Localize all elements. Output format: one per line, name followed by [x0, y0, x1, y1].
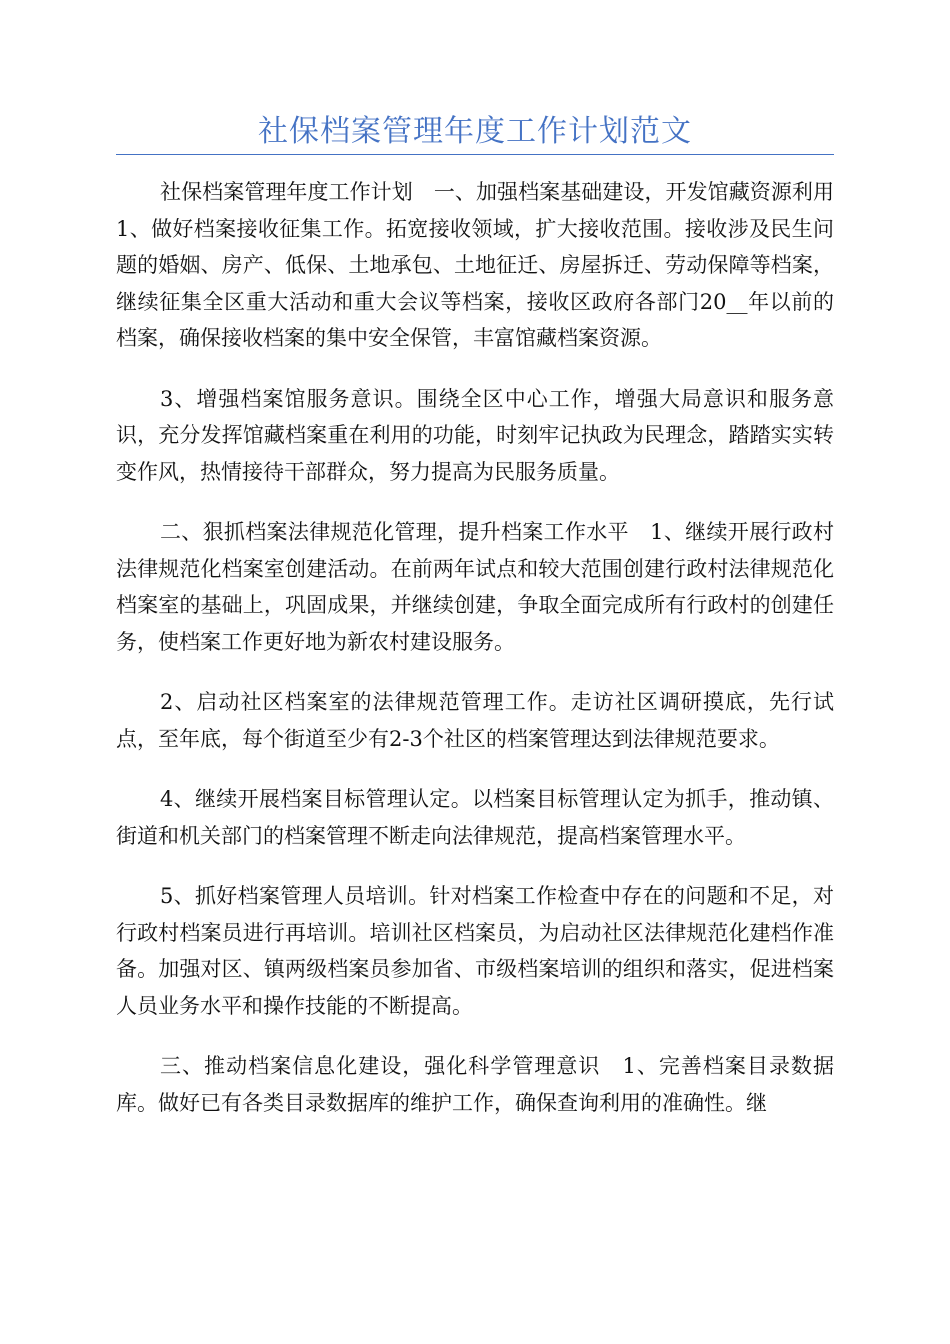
paragraph-4: 2、启动社区档案室的法律规范管理工作。走访社区调研摸底，先行试点，至年底，每个街道至少有2-3个社区的档案管理达到法律规范要求。: [116, 690, 834, 751]
paragraph-2: 3、增强档案馆服务意识。围绕全区中心工作，增强大局意识和服务意识，充分发挥馆藏档案重在利用的功能，时刻牢记执政为民理念，踏踏实实转变作风，热情接待干部群众，努力提高为民服务质量。: [116, 386, 834, 484]
paragraph-3: 二、狠抓档案法律规范化管理，提升档案工作水平 1、继续开展行政村法律规范化档案室创建活动。在前两年试点和较大范围创建行政村法律规范化档案室的基础上，巩固成果，并继续创建，争取全面完成所有行政村的创建任务，使档案工作更好地为新农村建设服务。: [116, 520, 834, 654]
paragraph-7: 三、推动档案信息化建设，强化科学管理意识 1、完善档案目录数据库。做好已有各类目录数据库的维护工作，确保查询利用的准确性。继: [116, 1054, 834, 1115]
title-underline: [116, 154, 834, 155]
paragraph-5: 4、继续开展档案目标管理认定。以档案目标管理认定为抓手，推动镇、街道和机关部门的档案管理不断走向法律规范，提高档案管理水平。: [116, 787, 834, 848]
paragraph-1: 社保档案管理年度工作计划 一、加强档案基础建设，开发馆藏资源利用 1、做好档案接收征集工作。拓宽接收领域，扩大接收范围。接收涉及民生问题的婚姻、房产、低保、土地承包、土地征迁、房屋拆迁、劳动保障等档案，继续征集全区重大活动和重大会议等档案，接收区政府各部门20__年以前的档案，确保接收档案的集中安全保管，丰富馆藏档案资源。: [116, 180, 855, 350]
document-title: 社保档案管理年度工作计划范文: [258, 114, 692, 149]
document-body: [116, 174, 855, 1145]
paragraph-6: 5、抓好档案管理人员培训。针对档案工作检查中存在的问题和不足，对行政村档案员进行再培训。培训社区档案员，为启动社区法律规范化建档作准备。加强对区、镇两级档案员参加省、市级档案培训的组织和落实，促进档案人员业务水平和操作技能的不断提高。: [116, 884, 834, 1018]
